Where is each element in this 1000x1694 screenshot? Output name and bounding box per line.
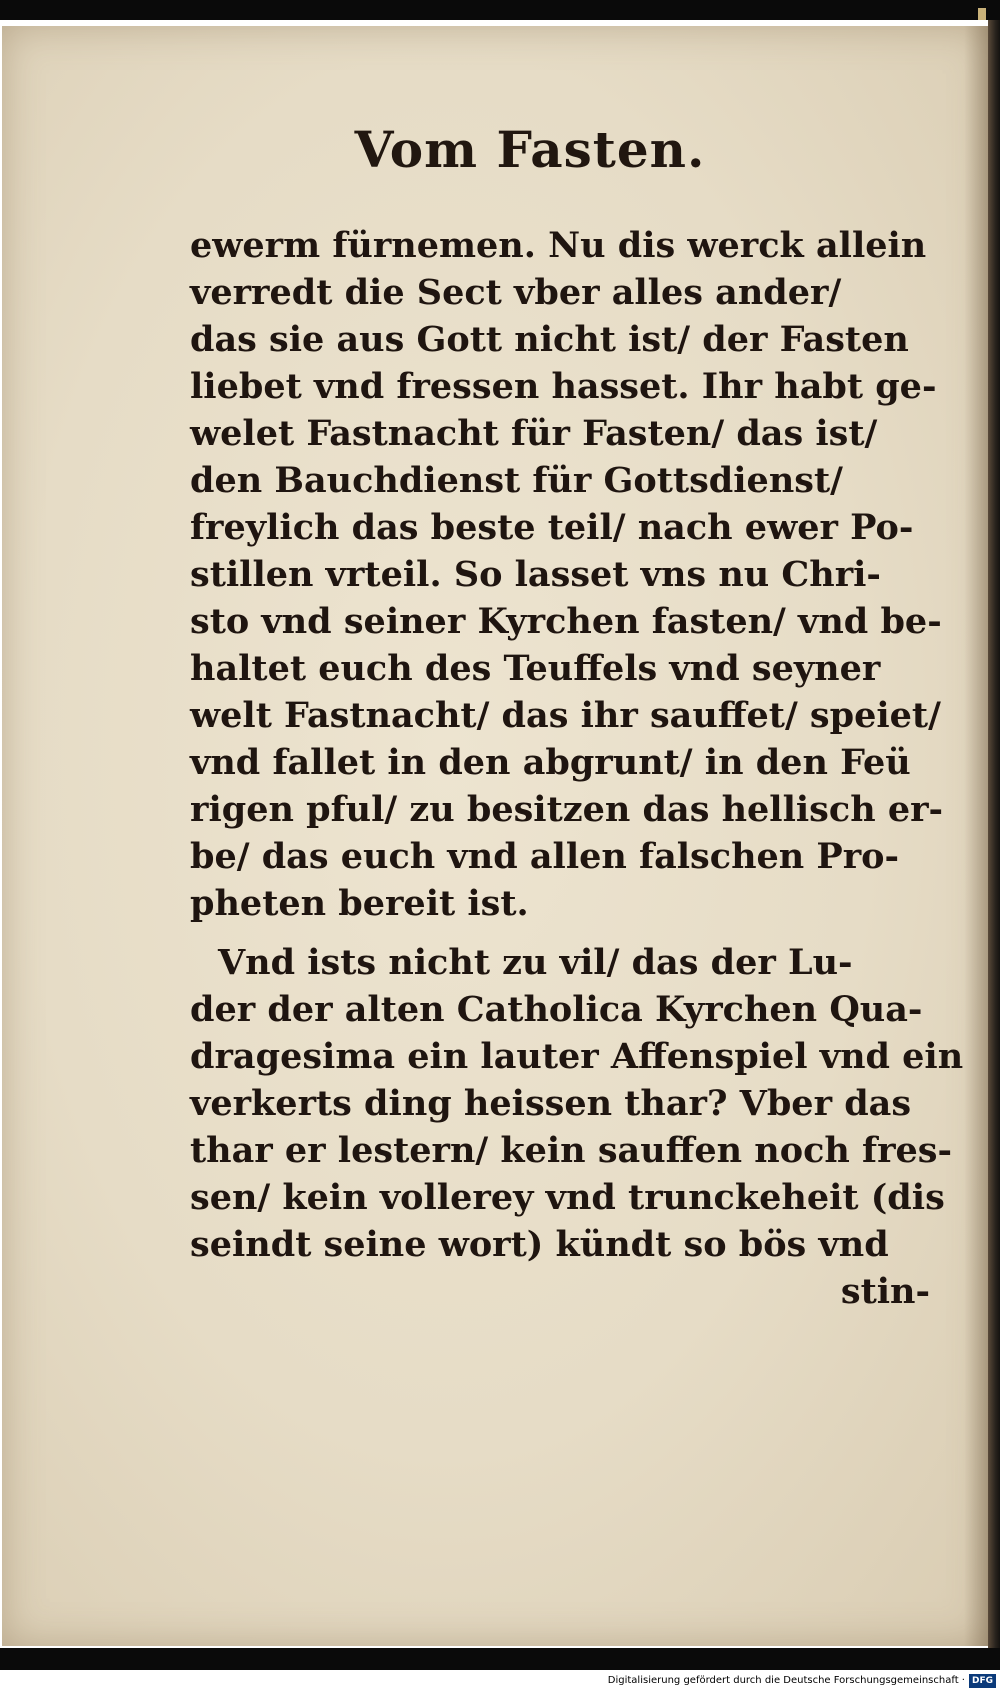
text-line: verkerts ding heissen thar? Vber das bbox=[190, 1083, 912, 1124]
top-black-border bbox=[0, 0, 1000, 20]
text-line: pheten bereit ist. bbox=[190, 883, 529, 924]
page-gutter-shadow bbox=[964, 26, 990, 1646]
page-corner-mark bbox=[978, 8, 986, 20]
page-text-block bbox=[190, 222, 964, 1315]
bottom-black-border bbox=[0, 1648, 1000, 1670]
running-title: Vom Fasten. bbox=[354, 120, 706, 179]
text-line: ewerm fürnemen. Nu dis werck allein bbox=[190, 225, 927, 266]
text-line: der der alten Catholica Kyrchen Qua- bbox=[190, 989, 923, 1030]
paragraph-gap bbox=[190, 927, 930, 939]
paragraph-1 bbox=[190, 222, 944, 927]
text-line: das sie aus Gott nicht ist/ der Fasten bbox=[190, 319, 909, 360]
text-line: seindt seine wort) kündt so bös vnd bbox=[190, 1224, 889, 1265]
book-edge bbox=[988, 20, 1000, 1648]
text-line: sen/ kein vollerey vnd trunckeheit (dis bbox=[190, 1177, 945, 1218]
text-line: sto vnd seiner Kyrchen fasten/ vnd be- bbox=[190, 601, 942, 642]
text-line: vnd fallet in den abgrunt/ in den Feü bbox=[190, 742, 911, 783]
paragraph-2 bbox=[190, 939, 964, 1268]
text-line: haltet euch des Teuffels vnd seyner bbox=[190, 648, 881, 689]
text-line: verredt die Sect vber alles ander/ bbox=[190, 272, 842, 313]
text-line: den Bauchdienst für Gottsdienst/ bbox=[190, 460, 843, 501]
text-line: liebet vnd fressen hasset. Ihr habt ge- bbox=[190, 366, 937, 407]
catchword: stin- bbox=[840, 1271, 930, 1312]
text-line: welet Fastnacht für Fasten/ das ist/ bbox=[190, 413, 878, 454]
text-line: rigen pful/ zu besitzen das hellisch er- bbox=[190, 789, 944, 830]
credit-text: Digitalisierung gefördert durch die Deutsche Forschungsgemeinschaft · bbox=[607, 1675, 965, 1686]
dfg-logo: DFG bbox=[969, 1674, 996, 1688]
text-line: freylich das beste teil/ nach ewer Po- bbox=[190, 507, 914, 548]
text-line: stillen vrteil. So lasset vns nu Chri- bbox=[190, 554, 881, 595]
text-line: dragesima ein lauter Affenspiel vnd ein bbox=[190, 1036, 964, 1077]
text-line: welt Fastnacht/ das ihr sauffet/ speiet/ bbox=[190, 695, 941, 736]
text-line: be/ das euch vnd allen falschen Pro- bbox=[190, 836, 900, 877]
text-line: Vnd ists nicht zu vil/ das der Lu- bbox=[218, 942, 853, 983]
digitization-credit bbox=[608, 1672, 996, 1690]
text-line: thar er lestern/ kein sauffen noch fres- bbox=[190, 1130, 953, 1171]
